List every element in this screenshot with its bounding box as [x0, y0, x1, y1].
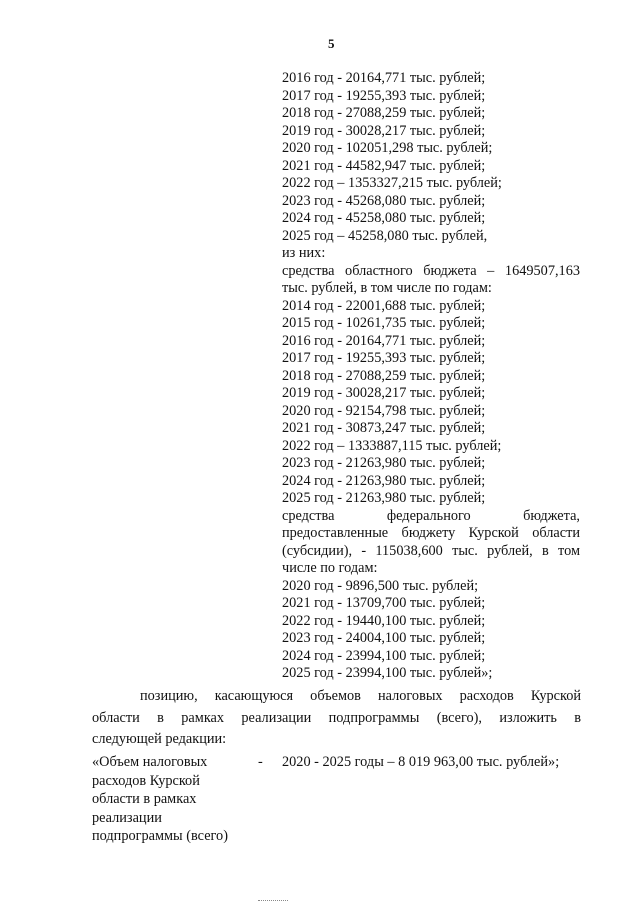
federal-year-line: 2025 год - 23994,100 тыс. рублей»;	[282, 665, 493, 681]
federal-year-line: 2024 год - 23994,100 тыс. рублей;	[282, 647, 486, 664]
regional-year-line: 2016 год - 20164,771 тыс. рублей;	[282, 332, 486, 349]
year-line: 2023 год - 45268,080 тыс. рублей;	[282, 192, 486, 209]
federal-budget-line4: числе по годам:	[282, 560, 378, 576]
tax-expense-value: 2020 - 2025 годы – 8 019 963,00 тыс. рублей»;	[282, 754, 560, 770]
federal-budget-line2: предоставленные бюджету Курской области	[282, 525, 580, 541]
paragraph-line: области в рамках реализации подпрограммы (всего), изложить в	[92, 709, 581, 726]
tax-expense-label	[92, 753, 262, 846]
label-line: области в рамках	[92, 791, 197, 807]
year-line: 2017 год - 19255,393 тыс. рублей;	[282, 87, 486, 104]
year-line: 2018 год - 27088,259 тыс. рублей;	[282, 105, 486, 121]
of-which-label: из них:	[282, 245, 326, 261]
year-line: 2019 год - 30028,217 тыс. рублей;	[282, 122, 486, 139]
paragraph-line: следующей редакции:	[92, 731, 227, 747]
regional-year-line: 2015 год - 10261,735 тыс. рублей;	[282, 315, 486, 331]
regional-year-line: 2019 год - 30028,217 тыс. рублей;	[282, 385, 486, 401]
year-line: 2021 год - 44582,947 тыс. рублей;	[282, 157, 486, 174]
year-line: 2024 год - 45258,080 тыс. рублей;	[282, 210, 486, 226]
year-line: 2020 год - 102051,298 тыс. рублей;	[282, 140, 493, 156]
regional-budget-heading: средства областного бюджета – 1649507,163	[282, 262, 580, 279]
federal-budget-line3: (субсидии), - 115038,600 тыс. рублей, в том	[282, 542, 580, 559]
regional-budget-subheading: тыс. рублей, в том числе по годам:	[282, 280, 492, 296]
regional-year-line: 2025 год - 21263,980 тыс. рублей;	[282, 490, 486, 506]
label-line: расходов Курской	[92, 772, 200, 789]
year-line: 2016 год - 20164,771 тыс. рублей;	[282, 70, 486, 86]
regional-year-line: 2024 год - 21263,980 тыс. рублей;	[282, 472, 486, 489]
federal-year-line: 2023 год - 24004,100 тыс. рублей;	[282, 630, 486, 646]
row-dash: -	[258, 754, 263, 770]
year-line: 2025 год – 45258,080 тыс. рублей,	[282, 227, 488, 244]
year-line: 2022 год – 1353327,215 тыс. рублей;	[282, 175, 502, 191]
label-line: реализации	[92, 809, 162, 826]
regional-year-line: 2018 год - 27088,259 тыс. рублей;	[282, 367, 486, 384]
position-paragraph	[92, 686, 581, 751]
federal-year-line: 2020 год - 9896,500 тыс. рублей;	[282, 577, 479, 594]
federal-year-line: 2021 год - 13709,700 тыс. рублей;	[282, 595, 486, 611]
regional-year-line: 2020 год - 92154,798 тыс. рублей;	[282, 402, 486, 419]
regional-year-line: 2023 год - 21263,980 тыс. рублей;	[282, 455, 486, 471]
regional-year-line: 2022 год – 1333887,115 тыс. рублей;	[282, 437, 502, 454]
federal-year-line: 2022 год - 19440,100 тыс. рублей;	[282, 612, 486, 629]
regional-year-line: 2014 год - 22001,688 тыс. рублей;	[282, 297, 486, 314]
federal-budget-heading: средства федерального бюджета,	[282, 507, 580, 524]
scan-artifact	[258, 900, 288, 902]
label-line: «Объем налоговых	[92, 754, 208, 770]
regional-year-line: 2017 год - 19255,393 тыс. рублей;	[282, 350, 486, 366]
page-number: 5	[328, 36, 335, 51]
label-line: подпрограммы (всего)	[92, 828, 228, 844]
regional-year-line: 2021 год - 30873,247 тыс. рублей;	[282, 420, 486, 436]
paragraph-line: позицию, касающуюся объемов налоговых расходов Курской	[140, 688, 581, 704]
funding-block	[282, 70, 580, 683]
